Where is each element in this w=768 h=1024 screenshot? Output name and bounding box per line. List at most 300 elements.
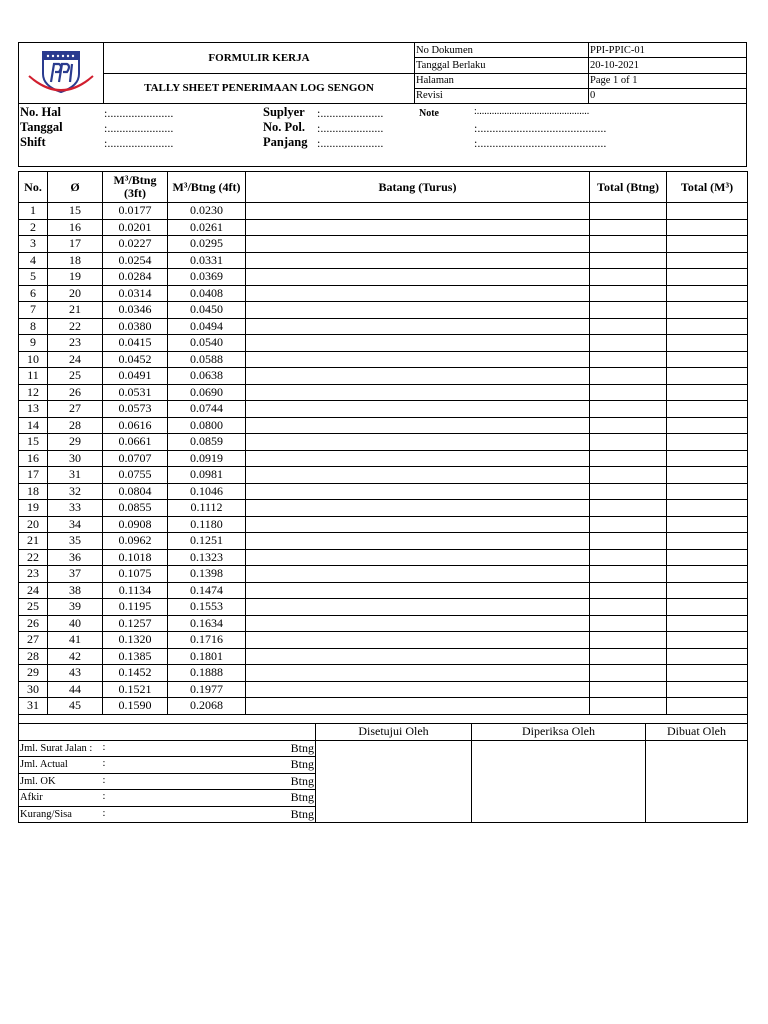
row-total-btng-input[interactable] [590, 500, 667, 517]
table-row [19, 236, 748, 253]
table-row [19, 203, 748, 220]
row-total-btng-input[interactable] [590, 401, 667, 418]
row-batang-turus-input[interactable] [246, 582, 590, 599]
row-m3-4ft: 0.0540 [168, 335, 246, 352]
summary-unit: Btng [290, 806, 314, 821]
row-m3-4ft: 0.1112 [168, 500, 246, 517]
table-row [19, 252, 748, 269]
row-diameter: 29 [48, 434, 103, 451]
row-batang-turus-input[interactable] [246, 318, 590, 335]
field-note-2[interactable]: :........................................... [474, 121, 607, 135]
row-total-btng-input[interactable] [590, 285, 667, 302]
table-row [19, 533, 748, 550]
row-batang-turus-input[interactable] [246, 483, 590, 500]
row-total-m3-input[interactable] [667, 417, 748, 434]
row-m3-4ft: 0.1977 [168, 681, 246, 698]
row-number: 12 [19, 384, 48, 401]
label-tanggal: Tanggal [20, 120, 63, 134]
row-batang-turus-input[interactable] [246, 665, 590, 682]
row-diameter: 26 [48, 384, 103, 401]
row-diameter: 23 [48, 335, 103, 352]
row-number: 27 [19, 632, 48, 649]
summary-label: Jml. Actual [19, 757, 103, 774]
row-number: 10 [19, 351, 48, 368]
summary-unit: Btng [290, 757, 314, 771]
field-suplyer[interactable]: :..................... [317, 106, 384, 120]
row-batang-turus-input[interactable] [246, 351, 590, 368]
row-diameter: 25 [48, 368, 103, 385]
row-m3-4ft: 0.1634 [168, 615, 246, 632]
logo-cell [19, 43, 104, 104]
row-batang-turus-input[interactable] [246, 335, 590, 352]
signature-header-checked: Diperiksa Oleh [472, 723, 646, 740]
row-total-m3-input[interactable] [667, 269, 748, 286]
row-m3-4ft: 0.0919 [168, 450, 246, 467]
row-total-m3-input[interactable] [667, 252, 748, 269]
summary-colon: : [102, 774, 106, 786]
row-total-btng-input[interactable] [590, 516, 667, 533]
meta-label-no-dokumen: No Dokumen [415, 43, 589, 58]
row-batang-turus-input[interactable] [246, 434, 590, 451]
row-total-m3-input[interactable] [667, 665, 748, 682]
row-m3-3ft: 0.1452 [103, 665, 168, 682]
row-diameter: 40 [48, 615, 103, 632]
row-number: 23 [19, 566, 48, 583]
row-diameter: 27 [48, 401, 103, 418]
row-diameter: 32 [48, 483, 103, 500]
row-m3-3ft: 0.0804 [103, 483, 168, 500]
row-diameter: 33 [48, 500, 103, 517]
row-total-m3-input[interactable] [667, 632, 748, 649]
row-total-m3-input[interactable] [667, 384, 748, 401]
row-number: 18 [19, 483, 48, 500]
table-row [19, 549, 748, 566]
summary-header-blank [19, 723, 316, 740]
row-total-m3-input[interactable] [667, 615, 748, 632]
row-m3-4ft: 0.0261 [168, 219, 246, 236]
row-diameter: 38 [48, 582, 103, 599]
row-m3-3ft: 0.0616 [103, 417, 168, 434]
row-total-btng-input[interactable] [590, 368, 667, 385]
row-total-m3-input[interactable] [667, 648, 748, 665]
row-number: 22 [19, 549, 48, 566]
row-diameter: 20 [48, 285, 103, 302]
row-m3-4ft: 0.0494 [168, 318, 246, 335]
row-total-m3-input[interactable] [667, 681, 748, 698]
row-total-m3-input[interactable] [667, 467, 748, 484]
row-diameter: 34 [48, 516, 103, 533]
row-batang-turus-input[interactable] [246, 648, 590, 665]
row-m3-4ft: 0.1553 [168, 599, 246, 616]
row-m3-3ft: 0.1075 [103, 566, 168, 583]
summary-colon: : [102, 807, 106, 819]
row-m3-3ft: 0.0661 [103, 434, 168, 451]
row-number: 28 [19, 648, 48, 665]
row-m3-3ft: 0.0855 [103, 500, 168, 517]
meta-label-halaman: Halaman [415, 73, 589, 88]
summary-value-field[interactable] [103, 806, 316, 823]
row-number: 5 [19, 269, 48, 286]
row-m3-3ft: 0.0415 [103, 335, 168, 352]
meta-value-revisi: 0 [589, 88, 747, 103]
table-row [19, 401, 748, 418]
form-subtitle: TALLY SHEET PENERIMAAN LOG SENGON [104, 73, 415, 104]
row-diameter: 22 [48, 318, 103, 335]
field-panjang[interactable]: :..................... [317, 136, 384, 150]
row-batang-turus-input[interactable] [246, 269, 590, 286]
row-total-m3-input[interactable] [667, 483, 748, 500]
row-number: 11 [19, 368, 48, 385]
signature-box-checked[interactable] [472, 740, 646, 823]
row-total-btng-input[interactable] [590, 384, 667, 401]
row-m3-4ft: 0.0859 [168, 434, 246, 451]
tally-sheet [18, 42, 747, 823]
row-total-m3-input[interactable] [667, 401, 748, 418]
row-m3-3ft: 0.0573 [103, 401, 168, 418]
field-note-1[interactable]: :............................................. [474, 106, 590, 117]
row-total-btng-input[interactable] [590, 450, 667, 467]
ppi-logo-icon [23, 46, 99, 98]
row-m3-3ft: 0.1257 [103, 615, 168, 632]
row-diameter: 19 [48, 269, 103, 286]
row-number: 24 [19, 582, 48, 599]
meta-value-tanggal-berlaku: 20-10-2021 [589, 58, 747, 73]
row-m3-3ft: 0.0227 [103, 236, 168, 253]
row-m3-3ft: 0.0908 [103, 516, 168, 533]
row-total-btng-input[interactable] [590, 236, 667, 253]
table-row [19, 615, 748, 632]
row-m3-4ft: 0.0800 [168, 417, 246, 434]
col-header-no: No. [19, 172, 48, 203]
row-diameter: 42 [48, 648, 103, 665]
row-total-m3-input[interactable] [667, 302, 748, 319]
row-batang-turus-input[interactable] [246, 368, 590, 385]
row-m3-3ft: 0.1590 [103, 698, 168, 715]
table-row [19, 285, 748, 302]
row-number: 4 [19, 252, 48, 269]
row-total-m3-input[interactable] [667, 318, 748, 335]
row-total-btng-input[interactable] [590, 615, 667, 632]
row-m3-4ft: 0.2068 [168, 698, 246, 715]
summary-row [19, 740, 748, 757]
table-row [19, 599, 748, 616]
row-diameter: 37 [48, 566, 103, 583]
row-batang-turus-input[interactable] [246, 500, 590, 517]
row-diameter: 43 [48, 665, 103, 682]
table-row [19, 368, 748, 385]
row-number: 21 [19, 533, 48, 550]
summary-unit: Btng [290, 740, 314, 755]
row-total-m3-input[interactable] [667, 599, 748, 616]
row-batang-turus-input[interactable] [246, 698, 590, 715]
row-diameter: 39 [48, 599, 103, 616]
field-no-hal[interactable]: :...................... [104, 106, 174, 120]
row-m3-4ft: 0.1716 [168, 632, 246, 649]
row-m3-3ft: 0.0346 [103, 302, 168, 319]
row-batang-turus-input[interactable] [246, 302, 590, 319]
row-diameter: 31 [48, 467, 103, 484]
row-number: 31 [19, 698, 48, 715]
row-m3-4ft: 0.1323 [168, 549, 246, 566]
table-row [19, 582, 748, 599]
row-total-btng-input[interactable] [590, 351, 667, 368]
row-total-btng-input[interactable] [590, 648, 667, 665]
table-spacer [19, 714, 748, 723]
row-total-btng-input[interactable] [590, 252, 667, 269]
row-total-btng-input[interactable] [590, 417, 667, 434]
row-m3-3ft: 0.0177 [103, 203, 168, 220]
row-diameter: 30 [48, 450, 103, 467]
row-number: 13 [19, 401, 48, 418]
row-batang-turus-input[interactable] [246, 599, 590, 616]
row-total-m3-input[interactable] [667, 582, 748, 599]
table-row [19, 665, 748, 682]
summary-label: Jml. Surat Jalan : [19, 740, 103, 757]
row-m3-4ft: 0.1801 [168, 648, 246, 665]
label-suplyer: Suplyer [263, 105, 305, 119]
row-diameter: 16 [48, 219, 103, 236]
meta-value-no-dokumen: PPI-PPIC-01 [589, 43, 747, 58]
row-number: 9 [19, 335, 48, 352]
row-m3-4ft: 0.1474 [168, 582, 246, 599]
row-number: 19 [19, 500, 48, 517]
summary-label: Afkir [19, 790, 103, 807]
row-batang-turus-input[interactable] [246, 236, 590, 253]
col-header-batang-turus: Batang (Turus) [246, 172, 590, 203]
summary-colon: : [102, 741, 106, 753]
row-total-btng-input[interactable] [590, 483, 667, 500]
row-batang-turus-input[interactable] [246, 417, 590, 434]
row-m3-3ft: 0.1385 [103, 648, 168, 665]
row-m3-4ft: 0.0408 [168, 285, 246, 302]
signature-box-made[interactable] [646, 740, 748, 823]
row-total-m3-input[interactable] [667, 450, 748, 467]
row-number: 17 [19, 467, 48, 484]
signature-header-approved: Disetujui Oleh [316, 723, 472, 740]
row-diameter: 15 [48, 203, 103, 220]
row-m3-3ft: 0.0254 [103, 252, 168, 269]
field-shift[interactable]: :...................... [104, 136, 174, 150]
row-total-btng-input[interactable] [590, 335, 667, 352]
row-m3-3ft: 0.0284 [103, 269, 168, 286]
row-diameter: 17 [48, 236, 103, 253]
col-header-m3-4ft: M³/Btng (4ft) [168, 172, 246, 203]
row-m3-4ft: 0.0295 [168, 236, 246, 253]
table-row [19, 632, 748, 649]
table-row [19, 500, 748, 517]
summary-unit: Btng [290, 773, 314, 788]
table-row [19, 219, 748, 236]
row-total-m3-input[interactable] [667, 335, 748, 352]
row-diameter: 41 [48, 632, 103, 649]
row-total-m3-input[interactable] [667, 285, 748, 302]
row-batang-turus-input[interactable] [246, 203, 590, 220]
row-total-btng-input[interactable] [590, 665, 667, 682]
row-batang-turus-input[interactable] [246, 533, 590, 550]
row-number: 16 [19, 450, 48, 467]
row-total-m3-input[interactable] [667, 368, 748, 385]
row-m3-4ft: 0.0981 [168, 467, 246, 484]
log-tally-table [18, 171, 748, 723]
summary-signature-table [18, 723, 748, 824]
label-panjang: Panjang [263, 135, 308, 149]
table-row [19, 698, 748, 715]
field-tanggal[interactable]: :...................... [104, 121, 174, 135]
row-batang-turus-input[interactable] [246, 219, 590, 236]
row-total-btng-input[interactable] [590, 681, 667, 698]
row-m3-3ft: 0.0314 [103, 285, 168, 302]
row-batang-turus-input[interactable] [246, 566, 590, 583]
row-total-btng-input[interactable] [590, 219, 667, 236]
row-total-btng-input[interactable] [590, 632, 667, 649]
row-total-btng-input[interactable] [590, 566, 667, 583]
label-no-pol: No. Pol. [263, 120, 306, 134]
row-batang-turus-input[interactable] [246, 285, 590, 302]
document-header [18, 42, 747, 104]
row-total-m3-input[interactable] [667, 698, 748, 715]
row-total-m3-input[interactable] [667, 500, 748, 517]
row-total-m3-input[interactable] [667, 533, 748, 550]
row-total-btng-input[interactable] [590, 549, 667, 566]
row-total-btng-input[interactable] [590, 269, 667, 286]
row-number: 15 [19, 434, 48, 451]
table-row [19, 384, 748, 401]
col-header-total-btng: Total (Btng) [590, 172, 667, 203]
table-row [19, 351, 748, 368]
row-total-btng-input[interactable] [590, 599, 667, 616]
row-m3-4ft: 0.1398 [168, 566, 246, 583]
row-number: 20 [19, 516, 48, 533]
row-number: 7 [19, 302, 48, 319]
summary-value-field[interactable] [103, 757, 316, 774]
row-number: 2 [19, 219, 48, 236]
row-number: 30 [19, 681, 48, 698]
label-note: Note [419, 108, 439, 119]
row-diameter: 45 [48, 698, 103, 715]
meta-label-tanggal-berlaku: Tanggal Berlaku [415, 58, 589, 73]
table-row [19, 302, 748, 319]
table-row [19, 417, 748, 434]
row-total-m3-input[interactable] [667, 566, 748, 583]
signature-box-approved[interactable] [316, 740, 472, 823]
row-number: 8 [19, 318, 48, 335]
meta-value-halaman: Page 1 of 1 [589, 73, 747, 88]
row-total-btng-input[interactable] [590, 434, 667, 451]
row-total-m3-input[interactable] [667, 549, 748, 566]
row-m3-3ft: 0.0201 [103, 219, 168, 236]
row-m3-3ft: 0.1018 [103, 549, 168, 566]
row-m3-4ft: 0.1888 [168, 665, 246, 682]
form-title: FORMULIR KERJA [104, 43, 415, 74]
row-total-btng-input[interactable] [590, 467, 667, 484]
row-batang-turus-input[interactable] [246, 450, 590, 467]
summary-label: Kurang/Sisa [19, 806, 103, 823]
meta-label-revisi: Revisi [415, 88, 589, 103]
row-m3-3ft: 0.0491 [103, 368, 168, 385]
field-note-3[interactable]: :........................................... [474, 136, 607, 150]
field-no-pol[interactable]: :..................... [317, 121, 384, 135]
row-total-btng-input[interactable] [590, 698, 667, 715]
info-block [18, 104, 747, 167]
row-m3-3ft: 0.0755 [103, 467, 168, 484]
row-m3-3ft: 0.0380 [103, 318, 168, 335]
row-batang-turus-input[interactable] [246, 681, 590, 698]
row-total-m3-input[interactable] [667, 236, 748, 253]
row-diameter: 36 [48, 549, 103, 566]
row-batang-turus-input[interactable] [246, 549, 590, 566]
row-batang-turus-input[interactable] [246, 401, 590, 418]
table-row [19, 681, 748, 698]
row-diameter: 44 [48, 681, 103, 698]
row-batang-turus-input[interactable] [246, 384, 590, 401]
table-row [19, 483, 748, 500]
summary-value-field[interactable] [103, 740, 316, 757]
col-header-diameter: Ø [48, 172, 103, 203]
table-row [19, 318, 748, 335]
label-no-hal: No. Hal [20, 105, 61, 119]
row-total-m3-input[interactable] [667, 516, 748, 533]
row-m3-4ft: 0.1251 [168, 533, 246, 550]
row-m3-4ft: 0.1180 [168, 516, 246, 533]
summary-unit: Btng [290, 790, 314, 804]
row-number: 29 [19, 665, 48, 682]
table-row [19, 269, 748, 286]
row-diameter: 35 [48, 533, 103, 550]
row-batang-turus-input[interactable] [246, 252, 590, 269]
summary-colon: : [102, 758, 106, 769]
row-batang-turus-input[interactable] [246, 615, 590, 632]
summary-colon: : [102, 791, 106, 802]
row-batang-turus-input[interactable] [246, 467, 590, 484]
table-row [19, 434, 748, 451]
row-diameter: 21 [48, 302, 103, 319]
summary-value-field[interactable] [103, 790, 316, 807]
row-m3-3ft: 0.0452 [103, 351, 168, 368]
row-m3-3ft: 0.0962 [103, 533, 168, 550]
row-m3-4ft: 0.1046 [168, 483, 246, 500]
row-batang-turus-input[interactable] [246, 516, 590, 533]
row-total-btng-input[interactable] [590, 302, 667, 319]
row-m3-4ft: 0.0230 [168, 203, 246, 220]
row-m3-3ft: 0.1521 [103, 681, 168, 698]
col-header-m3-3ft: M³/Btng (3ft) [103, 172, 168, 203]
row-total-m3-input[interactable] [667, 351, 748, 368]
row-total-btng-input[interactable] [590, 203, 667, 220]
row-total-btng-input[interactable] [590, 533, 667, 550]
row-total-m3-input[interactable] [667, 434, 748, 451]
row-m3-3ft: 0.0707 [103, 450, 168, 467]
table-row [19, 335, 748, 352]
table-row [19, 467, 748, 484]
row-m3-4ft: 0.0369 [168, 269, 246, 286]
row-diameter: 18 [48, 252, 103, 269]
row-total-btng-input[interactable] [590, 318, 667, 335]
summary-value-field[interactable] [103, 773, 316, 790]
table-row [19, 566, 748, 583]
row-m3-3ft: 0.1320 [103, 632, 168, 649]
row-m3-4ft: 0.0588 [168, 351, 246, 368]
row-m3-4ft: 0.0744 [168, 401, 246, 418]
row-total-m3-input[interactable] [667, 219, 748, 236]
row-total-btng-input[interactable] [590, 582, 667, 599]
row-m3-3ft: 0.1134 [103, 582, 168, 599]
row-batang-turus-input[interactable] [246, 632, 590, 649]
summary-label: Jml. OK [19, 773, 103, 790]
row-number: 1 [19, 203, 48, 220]
table-row [19, 516, 748, 533]
row-number: 25 [19, 599, 48, 616]
row-total-m3-input[interactable] [667, 203, 748, 220]
